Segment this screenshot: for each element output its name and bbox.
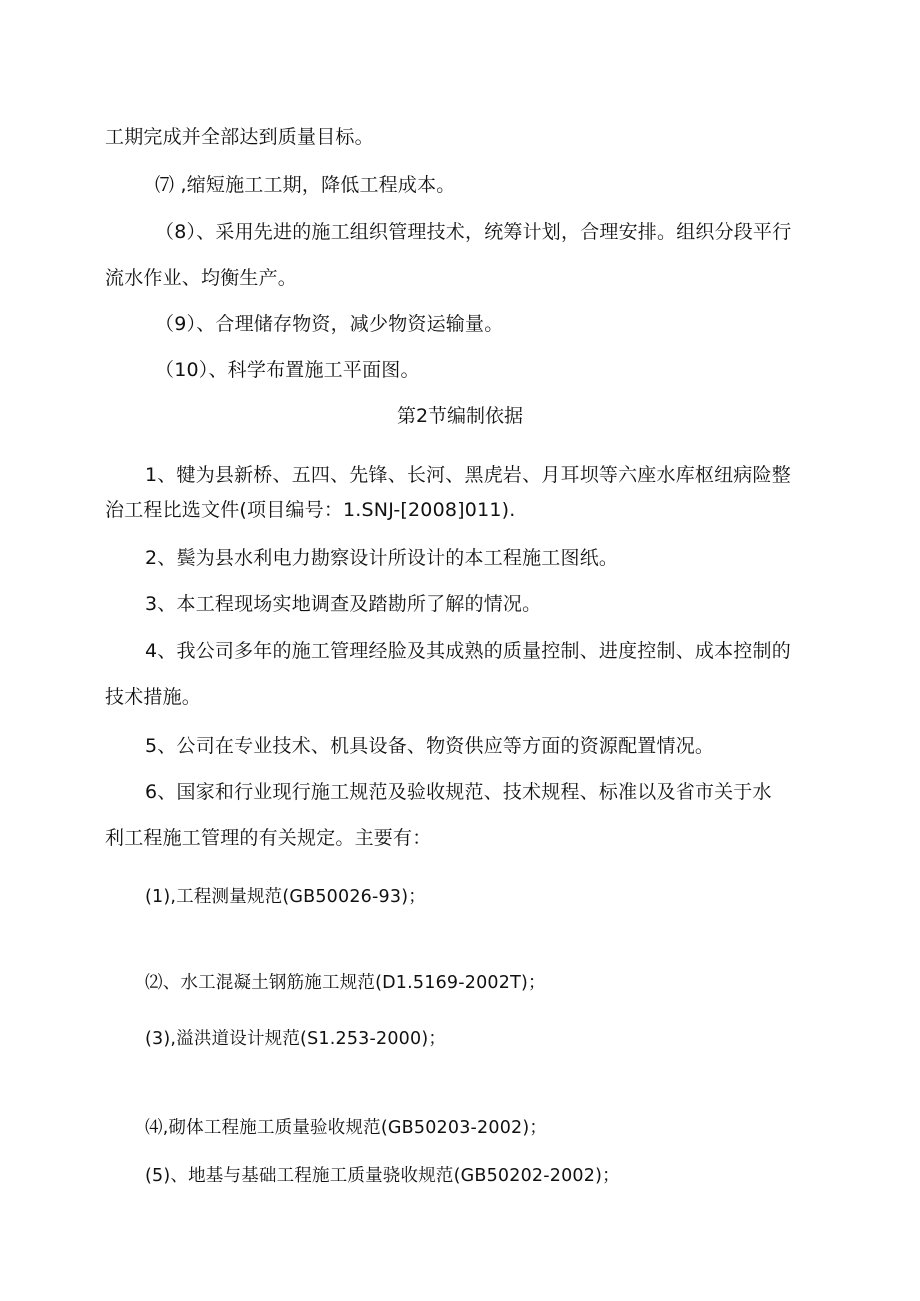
basis-item-6-continued: 利工程施工管理的有关规定。主要有： — [105, 827, 432, 849]
basis-item-3: 3、本工程现场实地调查及踏勘所了解的情况。 — [145, 593, 542, 615]
basis-item-4-continued: 技术措施。 — [105, 686, 202, 708]
body-line-1: 工期完成并全部达到质量目标。 — [105, 126, 374, 148]
basis-item-1: 1、犍为县新桥、五四、先锋、长河、黑虎岩、月耳坝等六座水库枢纽病险整 — [145, 464, 791, 486]
standard-item-2: ⑵、水工混凝土钢筋施工规范(D1.5169-2002T)； — [145, 973, 546, 993]
list-item-8: （8）、采用先进的施工组织管理技术，统筹计划，合理安排。组织分段平行 — [155, 221, 792, 243]
list-item-8-continued: 流水作业、均衡生产。 — [105, 267, 298, 289]
list-item-7: ⑺ ,缩短施工工期，降低工程成本。 — [155, 174, 456, 196]
basis-item-6: 6、国家和行业现行施工规范及验收规范、技术规程、标准以及省市关于水 — [145, 781, 772, 803]
standard-item-5: (5)、地基与基础工程施工质量骁收规范(GB50202-2002)； — [145, 1166, 620, 1186]
basis-item-4: 4、我公司多年的施工管理经脸及其成熟的质量控制、进度控制、成本控制的 — [145, 640, 791, 662]
basis-item-1-continued: 治工程比选文件(项目编号：1.SNJ-[2008]011). — [105, 499, 516, 521]
basis-item-2: 2、鬓为县水利电力勘察设计所设计的本工程施工图纸。 — [145, 547, 619, 569]
list-item-10: （10）、科学布置施工平面图。 — [155, 359, 420, 381]
standard-item-1: (1),工程测量规范(GB50026-93)； — [145, 887, 426, 907]
standard-item-4: ⑷,砌体工程施工质量验收规范(GB50203-2002)； — [145, 1118, 548, 1138]
standard-item-3: (3),溢洪道设计规范(S1.253-2000)； — [145, 1029, 447, 1049]
list-item-9: （9）、合理储存物资，减少物资运输量。 — [155, 313, 504, 335]
section-title: 第2节编制依据 — [396, 405, 524, 427]
basis-item-5: 5、公司在专业技术、机具设备、物资供应等方面的资源配置情况。 — [145, 735, 715, 757]
